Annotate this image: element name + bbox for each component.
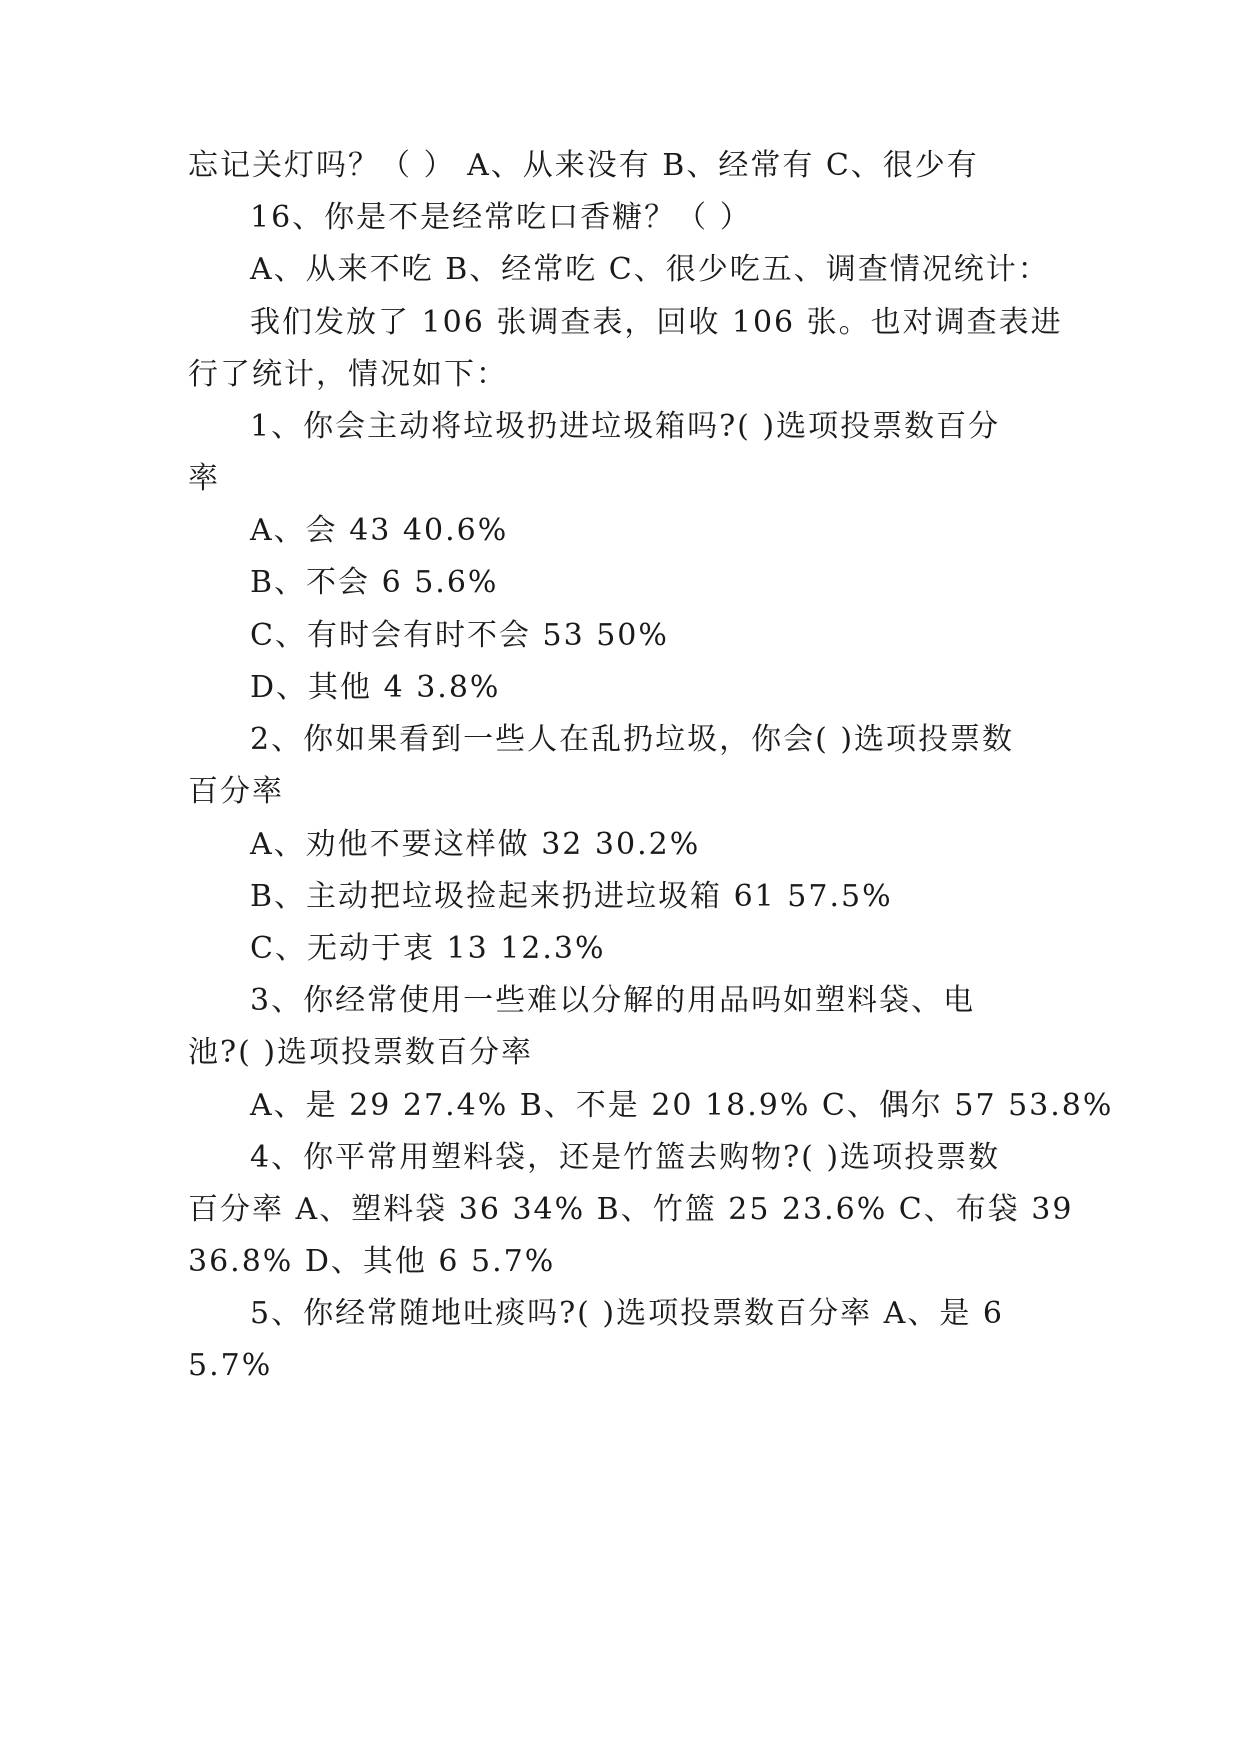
result-1-option-c: C、有时会有时不会 53 50%	[250, 618, 669, 653]
text-line: 忘记关灯吗？（ ） A、从来没有 B、经常有 C、很少有	[188, 148, 979, 183]
result-3-question: 3、你经常使用一些难以分解的用品吗如塑料袋、电	[250, 983, 976, 1018]
result-3-question-cont: 池?( )选项投票数百分率	[188, 1035, 534, 1070]
result-2-question: 2、你如果看到一些人在乱扔垃圾，你会( )选项投票数	[250, 722, 1015, 757]
result-1-question: 1、你会主动将垃圾扔进垃圾箱吗?( )选项投票数百分	[250, 409, 1001, 444]
result-2-question-cont: 百分率	[188, 774, 284, 809]
result-2-option-a: A、劝他不要这样做 32 30.2%	[250, 827, 701, 862]
question-16: 16、你是不是经常吃口香糖？（ ）	[250, 200, 752, 235]
result-2-option-c: C、无动于衷 13 12.3%	[250, 931, 606, 966]
result-5-question-cont: 5.7%	[188, 1348, 273, 1383]
result-1-option-b: B、不会 6 5.6%	[250, 565, 499, 600]
result-3-options: A、是 29 27.4% B、不是 20 18.9% C、偶尔 57 53.8%	[250, 1088, 1114, 1123]
result-4-question: 4、你平常用塑料袋，还是竹篮去购物?( )选项投票数	[250, 1140, 1001, 1175]
result-5-question: 5、你经常随地吐痰吗?( )选项投票数百分率 A、是 6	[250, 1296, 1004, 1331]
survey-summary-cont: 行了统计，情况如下：	[188, 357, 508, 392]
survey-summary: 我们发放了 106 张调查表，回收 106 张。也对调查表进	[250, 305, 1063, 340]
result-1-question-cont: 率	[188, 461, 220, 496]
result-1-option-d: D、其他 4 3.8%	[250, 670, 501, 705]
question-16-options: A、从来不吃 B、经常吃 C、很少吃五、调查情况统计：	[250, 252, 1050, 287]
result-1-option-a: A、会 43 40.6%	[250, 513, 509, 548]
result-2-option-b: B、主动把垃圾捡起来扔进垃圾箱 61 57.5%	[250, 879, 893, 914]
result-4-options-cont: 36.8% D、其他 6 5.7%	[188, 1244, 556, 1279]
result-4-options: 百分率 A、塑料袋 36 34% B、竹篮 25 23.6% C、布袋 39	[188, 1192, 1074, 1227]
